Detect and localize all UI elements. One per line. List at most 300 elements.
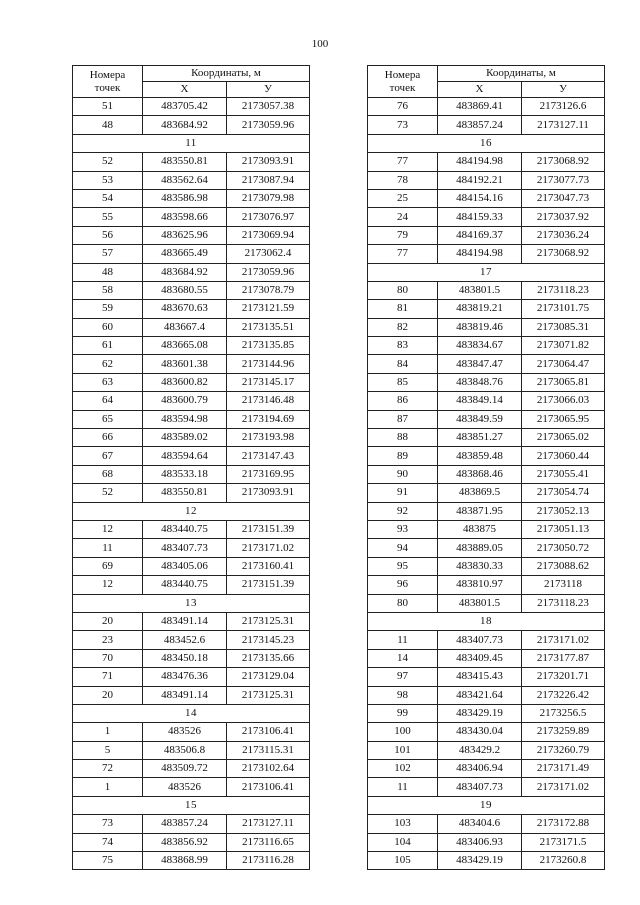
y-coordinate-cell: 2173101.75 [522,300,605,318]
point-number-cell: 11 [73,539,143,557]
y-coordinate-cell: 2173172.88 [522,815,605,833]
y-coordinate-cell: 2173193.98 [227,429,310,447]
x-coordinate-cell: 483849.59 [438,410,522,428]
x-coordinate-cell: 483476.36 [143,668,227,686]
point-number-cell: 87 [368,410,438,428]
point-number-cell: 5 [73,741,143,759]
y-coordinate-cell: 2173171.02 [227,539,310,557]
x-coordinate-cell: 483430.04 [438,723,522,741]
y-coordinate-cell: 2173059.96 [227,263,310,281]
table-row [368,373,605,391]
point-number-cell: 63 [73,373,143,391]
x-coordinate-cell: 483834.67 [438,337,522,355]
point-number-cell: 74 [73,833,143,851]
table-row [368,189,605,207]
point-number-cell: 68 [73,465,143,483]
contour-header-row [368,263,605,281]
y-coordinate-cell: 2173194.69 [227,410,310,428]
table-row [73,318,310,336]
y-coordinate-cell: 2173047.73 [522,189,605,207]
point-number-cell: 66 [73,429,143,447]
x-coordinate-cell: 483847.47 [438,355,522,373]
point-number-cell: 69 [73,557,143,575]
point-number-cell: 103 [368,815,438,833]
point-number-cell: 65 [73,410,143,428]
contour-header-row [73,134,310,152]
y-coordinate-cell: 2173145.17 [227,373,310,391]
y-coordinate-cell: 2173102.64 [227,760,310,778]
y-coordinate-cell: 2173256.5 [522,704,605,722]
contour-number: 13 [73,594,310,612]
point-number-cell: 64 [73,392,143,410]
table-row [73,447,310,465]
table-row [73,98,310,116]
points-header-line1: Номера [89,68,126,81]
point-number-cell: 93 [368,520,438,538]
x-coordinate-cell: 483810.97 [438,576,522,594]
table-row [73,410,310,428]
x-coordinate-cell: 483594.98 [143,410,227,428]
x-header: Х [438,82,522,98]
y-coordinate-cell: 2173116.28 [227,852,310,870]
x-coordinate-cell: 483405.06 [143,557,227,575]
table-row [368,815,605,833]
contour-number: 14 [73,704,310,722]
y-coordinate-cell: 2173118.23 [522,594,605,612]
y-coordinate-cell: 2173087.94 [227,171,310,189]
point-number-cell: 51 [73,98,143,116]
x-coordinate-cell: 484159.33 [438,208,522,226]
y-coordinate-cell: 2173118 [522,576,605,594]
table-row [73,778,310,796]
table-row [73,337,310,355]
point-number-cell: 105 [368,852,438,870]
table-row [368,116,605,134]
x-coordinate-cell: 483550.81 [143,153,227,171]
table-row [73,208,310,226]
x-coordinate-cell: 483684.92 [143,263,227,281]
table-row [73,631,310,649]
table-row [73,245,310,263]
point-number-cell: 84 [368,355,438,373]
x-coordinate-cell: 483819.46 [438,318,522,336]
x-coordinate-cell: 484154.16 [438,189,522,207]
x-coordinate-cell: 483705.42 [143,98,227,116]
point-number-cell: 75 [73,852,143,870]
point-number-cell: 77 [368,153,438,171]
x-coordinate-cell: 483406.94 [438,760,522,778]
table-row [368,355,605,373]
point-number-cell: 89 [368,447,438,465]
point-number-cell: 52 [73,484,143,502]
point-number-cell: 52 [73,153,143,171]
x-coordinate-cell: 483667.4 [143,318,227,336]
x-coordinate-cell: 483856.92 [143,833,227,851]
x-coordinate-cell: 483429.19 [438,704,522,722]
point-number-cell: 79 [368,226,438,244]
y-coordinate-cell: 2173260.79 [522,741,605,759]
coordinates-table-left [72,65,310,870]
x-coordinate-cell: 483801.5 [438,281,522,299]
x-coordinate-cell: 483601.38 [143,355,227,373]
y-coordinate-cell: 2173226.42 [522,686,605,704]
y-coordinate-cell: 2173201.71 [522,668,605,686]
coordinates-table-right [367,65,605,870]
table-row [368,723,605,741]
x-coordinate-cell: 483506.8 [143,741,227,759]
contour-header-row [73,796,310,814]
table-row [73,852,310,870]
point-number-cell: 86 [368,392,438,410]
point-number-cell: 1 [73,778,143,796]
table-row [73,557,310,575]
point-number-cell: 73 [368,116,438,134]
point-number-cell: 77 [368,245,438,263]
table-row [73,576,310,594]
table-row [73,355,310,373]
table-row [73,263,310,281]
y-coordinate-cell: 2173076.97 [227,208,310,226]
y-coordinate-cell: 2173125.31 [227,612,310,630]
x-coordinate-cell: 483665.08 [143,337,227,355]
table-row [368,447,605,465]
point-number-cell: 102 [368,760,438,778]
x-coordinate-cell: 483491.14 [143,686,227,704]
x-coordinate-cell: 483868.46 [438,465,522,483]
x-coordinate-cell: 483440.75 [143,520,227,538]
point-number-cell: 48 [73,116,143,134]
y-coordinate-cell: 2173127.11 [227,815,310,833]
x-coordinate-cell: 483801.5 [438,594,522,612]
x-coordinate-cell: 483849.14 [438,392,522,410]
table-row [368,392,605,410]
x-coordinate-cell: 483830.33 [438,557,522,575]
table-row [73,281,310,299]
y-coordinate-cell: 2173116.65 [227,833,310,851]
point-number-cell: 73 [73,815,143,833]
point-number-cell: 12 [73,520,143,538]
x-coordinate-cell: 483450.18 [143,649,227,667]
point-number-cell: 70 [73,649,143,667]
point-number-cell: 11 [368,778,438,796]
x-coordinate-cell: 483429.2 [438,741,522,759]
x-coordinate-cell: 483407.73 [438,631,522,649]
table-row [368,208,605,226]
x-coordinate-cell: 483550.81 [143,484,227,502]
x-coordinate-cell: 483848.76 [438,373,522,391]
table-row [368,576,605,594]
y-coordinate-cell: 2173151.39 [227,520,310,538]
x-coordinate-cell: 483857.24 [143,815,227,833]
contour-header-row [368,612,605,630]
table-row [73,226,310,244]
y-coordinate-cell: 2173050.72 [522,539,605,557]
contour-header-row [73,594,310,612]
table-row [73,760,310,778]
point-number-cell: 58 [73,281,143,299]
table-row [73,392,310,410]
x-coordinate-cell: 483415.43 [438,668,522,686]
point-number-cell: 55 [73,208,143,226]
y-coordinate-cell: 2173144.96 [227,355,310,373]
y-coordinate-cell: 2173260.8 [522,852,605,870]
x-coordinate-cell: 483868.99 [143,852,227,870]
y-coordinate-cell: 2173079.98 [227,189,310,207]
point-number-cell: 101 [368,741,438,759]
y-coordinate-cell: 2173057.38 [227,98,310,116]
table-row [73,815,310,833]
x-coordinate-cell: 483407.73 [143,539,227,557]
point-number-cell: 83 [368,337,438,355]
point-number-cell: 88 [368,429,438,447]
x-coordinate-cell: 483526 [143,778,227,796]
table-row [73,833,310,851]
point-number-cell: 76 [368,98,438,116]
points-header-line2: точек [389,81,416,94]
x-coordinate-cell: 483684.92 [143,116,227,134]
point-number-cell: 61 [73,337,143,355]
contour-number: 19 [368,796,605,814]
y-header: У [227,82,310,98]
y-coordinate-cell: 2173054.74 [522,484,605,502]
y-coordinate-cell: 2173121.59 [227,300,310,318]
y-coordinate-cell: 2173093.91 [227,484,310,502]
x-coordinate-cell: 483598.66 [143,208,227,226]
y-coordinate-cell: 2173106.41 [227,778,310,796]
coordinates-rows-left [73,98,310,870]
x-coordinate-cell: 483440.75 [143,576,227,594]
coordinates-header: Координаты, м [438,66,605,82]
point-number-cell: 95 [368,557,438,575]
points-header [368,66,438,98]
y-coordinate-cell: 2173037.92 [522,208,605,226]
y-coordinate-cell: 2173145.23 [227,631,310,649]
y-coordinate-cell: 2173066.03 [522,392,605,410]
point-number-cell: 12 [73,576,143,594]
point-number-cell: 48 [73,263,143,281]
point-number-cell: 20 [73,612,143,630]
y-coordinate-cell: 2173071.82 [522,337,605,355]
y-coordinate-cell: 2173088.62 [522,557,605,575]
point-number-cell: 11 [368,631,438,649]
table-row [368,631,605,649]
y-coordinate-cell: 2173068.92 [522,245,605,263]
x-coordinate-cell: 484192.21 [438,171,522,189]
y-coordinate-cell: 2173065.02 [522,429,605,447]
x-coordinate-cell: 483670.63 [143,300,227,318]
point-number-cell: 62 [73,355,143,373]
table-row [368,704,605,722]
points-header [73,66,143,98]
point-number-cell: 54 [73,189,143,207]
y-coordinate-cell: 2173055.41 [522,465,605,483]
table-row [368,153,605,171]
y-coordinate-cell: 2173060.44 [522,447,605,465]
point-number-cell: 81 [368,300,438,318]
x-coordinate-cell: 483452.6 [143,631,227,649]
point-number-cell: 71 [73,668,143,686]
contour-header-row [368,134,605,152]
table-row [73,153,310,171]
y-coordinate-cell: 2173059.96 [227,116,310,134]
x-coordinate-cell: 483404.6 [438,815,522,833]
y-coordinate-cell: 2173118.23 [522,281,605,299]
y-coordinate-cell: 2173125.31 [227,686,310,704]
y-coordinate-cell: 2173259.89 [522,723,605,741]
table-row [73,723,310,741]
point-number-cell: 80 [368,281,438,299]
x-coordinate-cell: 483562.64 [143,171,227,189]
y-coordinate-cell: 2173177.87 [522,649,605,667]
y-coordinate-cell: 2173115.31 [227,741,310,759]
y-coordinate-cell: 2173051.13 [522,520,605,538]
x-coordinate-cell: 483857.24 [438,116,522,134]
table-row [368,594,605,612]
contour-header-row [73,502,310,520]
table-row [368,484,605,502]
x-coordinate-cell: 483869.41 [438,98,522,116]
table-row [368,649,605,667]
table-row [73,189,310,207]
y-coordinate-cell: 2173078.79 [227,281,310,299]
table-row [368,833,605,851]
y-coordinate-cell: 2173106.41 [227,723,310,741]
x-coordinate-cell: 483509.72 [143,760,227,778]
x-coordinate-cell: 483851.27 [438,429,522,447]
table-row [73,520,310,538]
x-coordinate-cell: 484194.98 [438,245,522,263]
table-row [73,373,310,391]
table-row [368,520,605,538]
y-coordinate-cell: 2173065.95 [522,410,605,428]
point-number-cell: 91 [368,484,438,502]
y-coordinate-cell: 2173093.91 [227,153,310,171]
x-coordinate-cell: 483533.18 [143,465,227,483]
point-number-cell: 60 [73,318,143,336]
coordinates-header: Координаты, м [143,66,310,82]
y-coordinate-cell: 2173135.51 [227,318,310,336]
point-number-cell: 104 [368,833,438,851]
table-row [368,281,605,299]
point-number-cell: 23 [73,631,143,649]
x-coordinate-cell: 483406.93 [438,833,522,851]
y-coordinate-cell: 2173169.95 [227,465,310,483]
point-number-cell: 1 [73,723,143,741]
table-row [73,300,310,318]
table-row [73,539,310,557]
y-coordinate-cell: 2173171.02 [522,778,605,796]
x-coordinate-cell: 483869.5 [438,484,522,502]
points-header-line1: Номера [384,68,421,81]
y-coordinate-cell: 2173151.39 [227,576,310,594]
y-coordinate-cell: 2173065.81 [522,373,605,391]
table-row [368,760,605,778]
point-number-cell: 100 [368,723,438,741]
table-row [368,741,605,759]
y-header: У [522,82,605,98]
x-coordinate-cell: 483875 [438,520,522,538]
point-number-cell: 92 [368,502,438,520]
x-coordinate-cell: 483889.05 [438,539,522,557]
table-row [368,318,605,336]
point-number-cell: 59 [73,300,143,318]
y-coordinate-cell: 2173052.13 [522,502,605,520]
x-coordinate-cell: 483421.64 [438,686,522,704]
point-number-cell: 53 [73,171,143,189]
contour-number: 15 [73,796,310,814]
table-row [73,686,310,704]
y-coordinate-cell: 2173129.04 [227,668,310,686]
table-row [368,171,605,189]
point-number-cell: 67 [73,447,143,465]
table-row [368,502,605,520]
y-coordinate-cell: 2173171.49 [522,760,605,778]
y-coordinate-cell: 2173085.31 [522,318,605,336]
table-row [73,484,310,502]
table-row [73,741,310,759]
point-number-cell: 99 [368,704,438,722]
x-coordinate-cell: 483491.14 [143,612,227,630]
x-header: Х [143,82,227,98]
x-coordinate-cell: 483409.45 [438,649,522,667]
x-coordinate-cell: 483589.02 [143,429,227,447]
point-number-cell: 94 [368,539,438,557]
table-row [368,539,605,557]
x-coordinate-cell: 484169.37 [438,226,522,244]
table-row [368,429,605,447]
table-row [368,300,605,318]
y-coordinate-cell: 2173036.24 [522,226,605,244]
x-coordinate-cell: 483680.55 [143,281,227,299]
x-coordinate-cell: 483665.49 [143,245,227,263]
point-number-cell: 82 [368,318,438,336]
page-number: 100 [311,38,329,50]
point-number-cell: 96 [368,576,438,594]
y-coordinate-cell: 2173068.92 [522,153,605,171]
y-coordinate-cell: 2173171.5 [522,833,605,851]
x-coordinate-cell: 483600.82 [143,373,227,391]
contour-header-row [368,796,605,814]
y-coordinate-cell: 2173146.48 [227,392,310,410]
table-row [73,429,310,447]
y-coordinate-cell: 2173062.4 [227,245,310,263]
contour-number: 18 [368,612,605,630]
coordinates-rows-right [368,98,605,870]
x-coordinate-cell: 483526 [143,723,227,741]
y-coordinate-cell: 2173064.47 [522,355,605,373]
table-row [73,649,310,667]
table-row [73,116,310,134]
point-number-cell: 85 [368,373,438,391]
y-coordinate-cell: 2173135.66 [227,649,310,667]
table-row [368,852,605,870]
table-row [73,171,310,189]
x-coordinate-cell: 483407.73 [438,778,522,796]
contour-number: 17 [368,263,605,281]
x-coordinate-cell: 483594.64 [143,447,227,465]
x-coordinate-cell: 483625.96 [143,226,227,244]
x-coordinate-cell: 483429.19 [438,852,522,870]
point-number-cell: 14 [368,649,438,667]
table-row [368,245,605,263]
points-header-line2: точек [94,81,121,94]
y-coordinate-cell: 2173135.85 [227,337,310,355]
contour-number: 11 [73,134,310,152]
y-coordinate-cell: 2173160.41 [227,557,310,575]
x-coordinate-cell: 483819.21 [438,300,522,318]
x-coordinate-cell: 483586.98 [143,189,227,207]
point-number-cell: 20 [73,686,143,704]
